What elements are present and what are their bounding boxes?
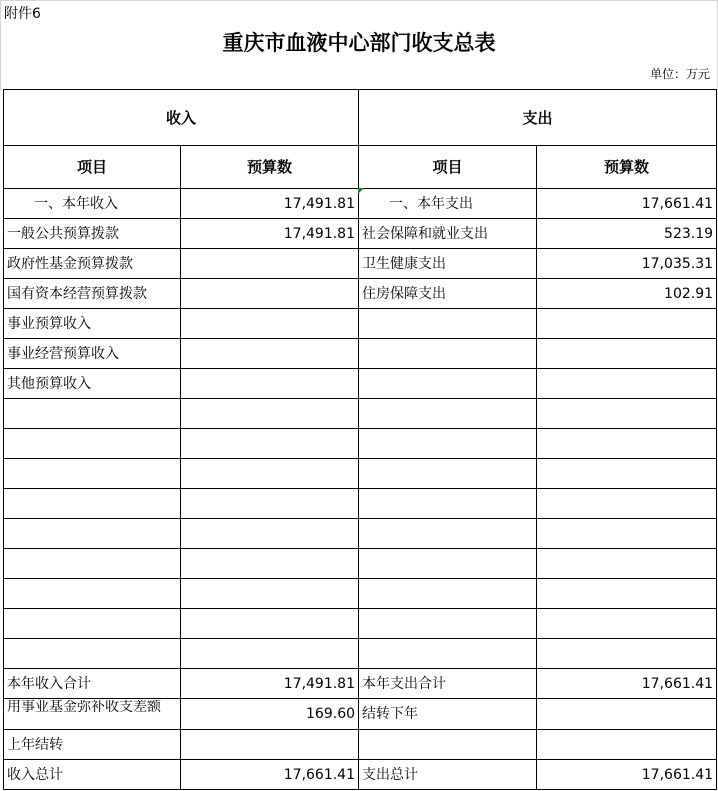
- empty-cell[interactable]: [359, 639, 537, 669]
- expense-budget-header: 预算数: [537, 146, 717, 189]
- expense-item-cell[interactable]: 住房保障支出: [359, 279, 537, 309]
- income-item-cell[interactable]: 一般公共预算拨款: [4, 219, 181, 249]
- expense-item-cell[interactable]: 一、本年支出: [359, 189, 537, 219]
- empty-cell[interactable]: [4, 489, 181, 519]
- expense-value-cell[interactable]: [537, 309, 717, 339]
- empty-cell[interactable]: [4, 519, 181, 549]
- expense-value-cell[interactable]: [537, 699, 717, 730]
- empty-cell[interactable]: [537, 549, 717, 579]
- expense-item-cell[interactable]: 本年支出合计: [359, 669, 537, 699]
- empty-cell[interactable]: [537, 639, 717, 669]
- income-value-cell[interactable]: 17,491.81: [181, 669, 359, 699]
- empty-cell[interactable]: [181, 459, 359, 489]
- table-row: [4, 369, 717, 399]
- income-item-cell[interactable]: 其他预算收入: [4, 369, 181, 399]
- empty-cell[interactable]: [181, 429, 359, 459]
- empty-cell[interactable]: [4, 579, 181, 609]
- expense-value-cell[interactable]: [537, 369, 717, 399]
- empty-cell[interactable]: [4, 399, 181, 429]
- expense-section-header: 支出: [359, 90, 717, 146]
- empty-cell[interactable]: [181, 549, 359, 579]
- expense-item-cell[interactable]: 支出总计: [359, 760, 537, 790]
- empty-cell[interactable]: [359, 579, 537, 609]
- income-value-cell[interactable]: [181, 339, 359, 369]
- wrapped-item-text: 用事业基金弥补收支差额: [7, 700, 161, 715]
- income-budget-header: 预算数: [181, 146, 359, 189]
- sheet-top-border: [0, 0, 718, 1]
- income-item-cell[interactable]: 事业经营预算收入: [4, 339, 181, 369]
- empty-cell[interactable]: [537, 579, 717, 609]
- table-row: [4, 339, 717, 369]
- empty-cell[interactable]: [359, 609, 537, 639]
- income-item-cell[interactable]: 收入总计: [4, 760, 181, 790]
- expense-item-cell[interactable]: [359, 309, 537, 339]
- empty-cell[interactable]: [4, 429, 181, 459]
- income-section-header: 收入: [4, 90, 359, 146]
- table-row: [4, 219, 717, 249]
- expense-value-cell[interactable]: 17,661.41: [537, 189, 717, 219]
- expense-value-cell[interactable]: 17,661.41: [537, 760, 717, 790]
- empty-cell[interactable]: [537, 429, 717, 459]
- page-title: 重庆市血液中心部门收支总表: [222, 30, 496, 55]
- expense-item-cell[interactable]: [359, 369, 537, 399]
- empty-cell[interactable]: [4, 459, 181, 489]
- empty-cell[interactable]: [359, 399, 537, 429]
- empty-row: [4, 519, 717, 549]
- empty-cell[interactable]: [537, 459, 717, 489]
- expense-value-cell[interactable]: [537, 339, 717, 369]
- empty-row: [4, 609, 717, 639]
- expense-item-header: 项目: [359, 146, 537, 189]
- total-row: [4, 669, 717, 699]
- income-item-cell[interactable]: 本年收入合计: [4, 669, 181, 699]
- empty-cell[interactable]: [537, 399, 717, 429]
- empty-cell[interactable]: [181, 639, 359, 669]
- budget-summary-table: [3, 89, 717, 790]
- empty-cell[interactable]: [181, 609, 359, 639]
- income-value-cell[interactable]: [181, 279, 359, 309]
- empty-cell[interactable]: [4, 639, 181, 669]
- unit-label: 单位：万元: [649, 67, 710, 81]
- column-header-row: [4, 146, 717, 189]
- expense-item-cell[interactable]: 社会保障和就业支出: [359, 219, 537, 249]
- income-value-cell[interactable]: 169.60: [181, 699, 359, 730]
- income-value-cell[interactable]: [181, 369, 359, 399]
- income-item-header: 项目: [4, 146, 181, 189]
- empty-cell[interactable]: [359, 489, 537, 519]
- table-row: [4, 279, 717, 309]
- income-value-cell[interactable]: 17,661.41: [181, 760, 359, 790]
- empty-cell[interactable]: [537, 609, 717, 639]
- income-item-cell[interactable]: 政府性基金预算拨款: [4, 249, 181, 279]
- empty-cell[interactable]: [359, 549, 537, 579]
- empty-cell[interactable]: [181, 579, 359, 609]
- empty-cell[interactable]: [4, 609, 181, 639]
- empty-cell[interactable]: [181, 519, 359, 549]
- income-item-cell[interactable]: 上年结转: [4, 730, 181, 760]
- empty-cell[interactable]: [4, 549, 181, 579]
- empty-row: [4, 579, 717, 609]
- empty-cell[interactable]: [537, 489, 717, 519]
- income-value-cell[interactable]: [181, 730, 359, 760]
- empty-cell[interactable]: [181, 489, 359, 519]
- empty-row: [4, 459, 717, 489]
- empty-row: [4, 429, 717, 459]
- section-header-row: [4, 90, 717, 146]
- expense-value-cell[interactable]: 523.19: [537, 219, 717, 249]
- total-row: [4, 730, 717, 760]
- expense-item-cell[interactable]: [359, 730, 537, 760]
- empty-cell[interactable]: [537, 519, 717, 549]
- income-item-cell[interactable]: 国有资本经营预算拨款: [4, 279, 181, 309]
- empty-row: [4, 549, 717, 579]
- expense-value-cell[interactable]: 17,661.41: [537, 669, 717, 699]
- income-item-cell[interactable]: [4, 699, 181, 730]
- empty-cell[interactable]: [359, 519, 537, 549]
- empty-row: [4, 399, 717, 429]
- income-value-cell[interactable]: [181, 309, 359, 339]
- expense-value-cell[interactable]: 102.91: [537, 279, 717, 309]
- expense-item-cell[interactable]: 结转下年: [359, 699, 537, 730]
- income-item-cell[interactable]: 事业预算收入: [4, 309, 181, 339]
- cell-comment-marker: [358, 188, 364, 194]
- income-value-cell[interactable]: 17,491.81: [181, 219, 359, 249]
- total-row: [4, 699, 717, 730]
- empty-row: [4, 489, 717, 519]
- table-row: [4, 249, 717, 279]
- empty-cell[interactable]: [359, 429, 537, 459]
- empty-row: [4, 639, 717, 669]
- total-row: [4, 760, 717, 790]
- empty-cell[interactable]: [359, 459, 537, 489]
- income-value-cell[interactable]: [181, 249, 359, 279]
- attachment-label: 附件6: [4, 6, 41, 22]
- expense-value-cell[interactable]: 17,035.31: [537, 249, 717, 279]
- expense-item-cell[interactable]: 卫生健康支出: [359, 249, 537, 279]
- income-value-cell[interactable]: 17,491.81: [181, 189, 359, 219]
- expense-item-cell[interactable]: [359, 339, 537, 369]
- expense-value-cell[interactable]: [537, 730, 717, 760]
- income-item-cell[interactable]: 一、本年收入: [4, 189, 181, 219]
- table-row: [4, 309, 717, 339]
- empty-cell[interactable]: [181, 399, 359, 429]
